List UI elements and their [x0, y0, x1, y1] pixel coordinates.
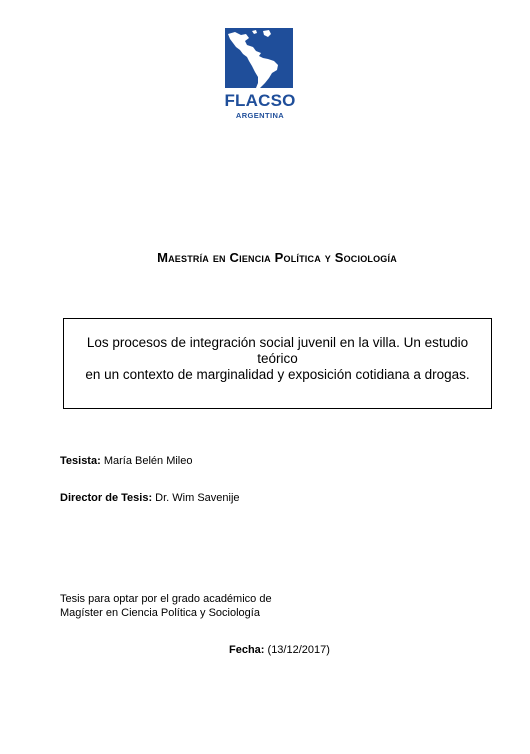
tesista-label: Tesista: [60, 455, 101, 467]
date-field [229, 644, 330, 656]
thesis-title-line-1: Los procesos de integración social juvenil en la villa. Un estudio teórico [86, 335, 469, 366]
director-field [60, 492, 240, 504]
degree-purpose-line-1: Tesis para optar por el grado académico de [60, 593, 272, 605]
logo-subtitle: ARGENTINA [235, 111, 285, 120]
thesis-title [68, 335, 487, 383]
logo-name: FLACSO [224, 91, 296, 110]
tesista-value: María Belén Mileo [103, 455, 193, 467]
tesista-field [60, 455, 192, 467]
degree-purpose [60, 592, 272, 620]
flacso-logo [224, 28, 296, 122]
date-value: (13/12/2017) [267, 644, 330, 656]
americas-map-icon [225, 28, 293, 88]
thesis-title-box [63, 318, 492, 409]
date-label: Fecha: [229, 644, 265, 656]
director-value: Dr. Wim Savenije [155, 492, 240, 504]
logo-emblem [225, 28, 293, 88]
degree-purpose-line-2: Magíster en Ciencia Política y Sociología [60, 607, 260, 619]
thesis-title-line-2: en un contexto de marginalidad y exposición cotidiana a drogas. [85, 367, 470, 382]
director-label: Director de Tesis: [60, 492, 153, 504]
program-heading: Maestría en Ciencia Política y Sociología [157, 250, 397, 265]
